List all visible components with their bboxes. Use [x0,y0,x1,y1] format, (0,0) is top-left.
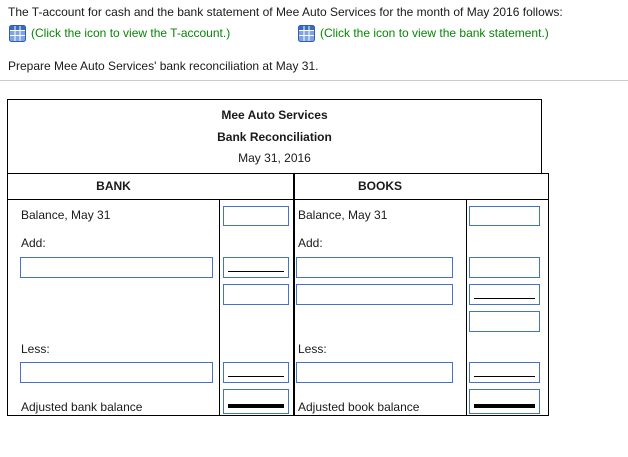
statement-title-box [7,99,542,174]
books-amount-column-line [466,200,467,415]
bank-statement-icon-link[interactable] [298,25,549,42]
bank-subtotal-amount-input[interactable] [223,284,289,305]
bank-add-amount-input[interactable] [223,257,289,278]
books-add-description-input-2[interactable] [296,284,453,305]
books-less-label: Less: [298,342,327,356]
books-adjusted-label: Adjusted book balance [298,400,420,414]
bank-less-label: Less: [21,342,50,356]
books-less-amount-input[interactable] [469,362,540,383]
books-add-amount-input-1[interactable] [469,257,540,278]
books-less-description-input[interactable] [296,362,453,383]
statement-title: Bank Reconciliation [217,129,332,144]
table-icon[interactable] [9,25,26,42]
t-account-icon-link[interactable] [9,25,230,42]
bank-column-heading: BANK [96,179,131,193]
books-adjusted-amount-input[interactable] [469,389,540,414]
section-divider [0,80,628,81]
company-name: Mee Auto Services [221,107,328,122]
table-body [8,200,548,415]
table-header-row [8,174,548,200]
bank-add-description-input[interactable] [20,257,213,278]
t-account-link-label[interactable]: (Click the icon to view the T-account.) [31,26,231,40]
bank-amount-column-line [219,200,220,415]
bank-less-amount-input[interactable] [223,362,289,383]
books-subtotal-amount-input[interactable] [469,311,540,332]
bank-balance-label: Balance, May 31 [21,208,111,222]
bank-less-description-input[interactable] [20,362,213,383]
instruction-text: The T-account for cash and the bank statement of Mee Auto Services for the month of May 2016 follows: [8,5,563,19]
books-add-amount-input-2[interactable] [469,284,540,305]
bank-adjusted-label: Adjusted bank balance [21,400,143,414]
bank-balance-amount-input[interactable] [223,206,289,226]
books-balance-label: Balance, May 31 [298,208,388,222]
header-center-divider [293,174,295,199]
table-icon[interactable] [298,25,315,42]
books-balance-amount-input[interactable] [469,206,540,226]
reconciliation-table [7,173,549,416]
statement-date: May 31, 2016 [238,151,311,166]
books-add-description-input-1[interactable] [296,257,453,278]
books-column-heading: BOOKS [357,179,402,193]
bank-adjusted-amount-input[interactable] [223,389,289,414]
books-add-label: Add: [298,236,323,250]
task-text: Prepare Mee Auto Services' bank reconciliation at May 31. [8,59,319,73]
bank-add-label: Add: [21,236,46,250]
center-divider-line [293,200,295,415]
bank-statement-link-label[interactable]: (Click the icon to view the bank statement.) [320,26,549,40]
